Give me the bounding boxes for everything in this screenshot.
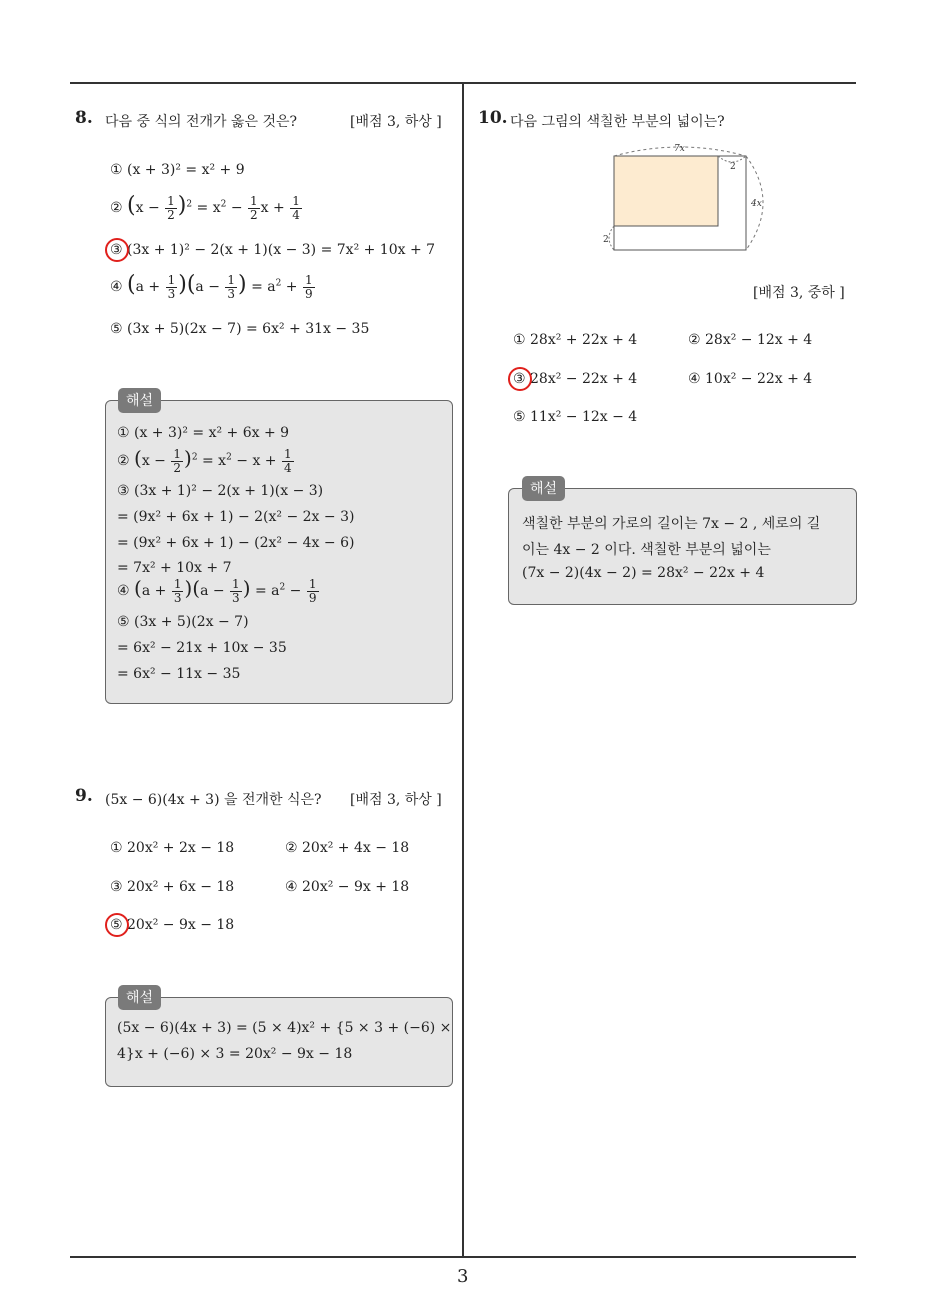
q8-solution-line-2-text: ② (x − $\frac{1}{2}$ )$^2 = x^2 - x$ + $\frac{1}{4}$ — [117, 446, 292, 475]
q8-solution-line-4: = (9x² + 6x + 1) − 2(x² − 2x − 3) — [117, 509, 355, 525]
q10-solution-line-3: (7x − 2)(4x − 2) = 28x² − 22x + 4 — [522, 565, 765, 581]
q10-choice-5[interactable]: ⑤ 11x² − 12x − 4 — [513, 409, 638, 425]
q9-solution-line-2: 4}x + (−6) × 3 = 20x² − 9x − 18 — [117, 1046, 353, 1062]
q9-choice-1[interactable]: ① 20x² + 2x − 18 — [110, 840, 235, 856]
q10-label-side: 4x — [751, 199, 762, 209]
q10-choice-2[interactable]: ② 28x² − 12x + 4 — [688, 332, 813, 348]
q8-solution-tag: 해설 — [118, 388, 161, 413]
q8-question-text: 다음 중 식의 전개가 옳은 것은? — [105, 114, 298, 130]
q8-choice-4-marker: ④ — [110, 279, 123, 295]
q10-choice-3[interactable]: ③ 28x² − 22x + 4 — [513, 371, 638, 387]
column-divider — [462, 82, 464, 1257]
q10-shaded-region — [614, 156, 718, 226]
q8-solution-line-8: ⑤ (3x + 5)(2x − 7) — [117, 614, 249, 630]
q10-label-right-small: 2 — [730, 162, 736, 172]
q9-choice-3[interactable]: ③ 20x² + 6x − 18 — [110, 879, 235, 895]
q10-label-top: 7x — [674, 144, 685, 154]
q10-solution-line-2: 이는 4x − 2 이다. 색칠한 부분의 넓이는 — [522, 542, 771, 558]
q10-choice-1[interactable]: ① 28x² + 22x + 4 — [513, 332, 638, 348]
q8-score: [배점 3, 하상 ] — [350, 114, 442, 130]
q8-solution-line-10: = 6x² − 11x − 35 — [117, 666, 241, 682]
q8-solution-line-6: = 7x² + 10x + 7 — [117, 560, 232, 576]
q8-solution-line-3: ③ (3x + 1)² − 2(x + 1)(x − 3) — [117, 483, 324, 499]
q8-solution-line-2 — [117, 446, 295, 475]
q9-choice-2[interactable]: ② 20x² + 4x − 18 — [285, 840, 410, 856]
q10-rectangle-figure — [600, 142, 770, 257]
q10-choice-4[interactable]: ④ 10x² − 22x + 4 — [688, 371, 813, 387]
q10-solution-line-1: 색칠한 부분의 가로의 길이는 7x − 2 , 세로의 길 — [522, 516, 821, 532]
q8-choice-4[interactable] — [110, 272, 316, 301]
q8-solution-line-7-text: ④ (a + $\frac{1}{3}$ )(a − $\frac{1}{3}$ ) = $a^2$ − $\frac{1}{9}$ — [117, 576, 317, 605]
q10-number: 10. — [478, 108, 508, 128]
q9-answer-circle — [105, 913, 129, 937]
q8-choice-2-expression: (x − $\frac{1}{2}$ )$^2 = x^2$ − $\frac{1}{2}$ x + $\frac{1}{4}$ — [127, 193, 300, 222]
q10-answer-circle — [508, 367, 532, 391]
q10-solution-tag: 해설 — [522, 476, 565, 501]
q8-solution-line-7 — [117, 576, 320, 605]
q10-small-left-arc — [609, 226, 614, 250]
q8-number: 8. — [75, 108, 93, 128]
q9-choice-5[interactable]: ⑤ 20x² − 9x − 18 — [110, 917, 235, 933]
q9-question-text: (5x − 6)(4x + 3) 을 전개한 식은? — [105, 792, 322, 808]
q8-solution-line-1: ① (x + 3)² = x² + 6x + 9 — [117, 425, 290, 441]
q9-score: [배점 3, 하상 ] — [350, 792, 442, 808]
q8-choice-2-marker: ② — [110, 200, 123, 216]
q9-solution-box — [105, 997, 453, 1087]
q10-label-left-small: 2 — [603, 235, 609, 245]
q8-choice-4-expression: (a + $\frac{1}{3}$ )(a − $\frac{1}{3}$ ) = $a^2$ + $\frac{1}{9}$ — [127, 272, 313, 301]
q10-score: [배점 3, 중하 ] — [753, 285, 845, 301]
q9-number: 9. — [75, 786, 93, 806]
bottom-rule — [70, 1256, 856, 1258]
q9-solution-line-1: (5x − 6)(4x + 3) = (5 × 4)x² + {5 × 3 + (−6) × — [117, 1020, 452, 1036]
q8-solution-line-5: = (9x² + 6x + 1) − (2x² − 4x − 6) — [117, 535, 355, 551]
q10-question-text: 다음 그림의 색칠한 부분의 넓이는? — [510, 114, 725, 130]
q8-choice-5[interactable]: ⑤ (3x + 5)(2x − 7) = 6x² + 31x − 35 — [110, 321, 370, 337]
q8-solution-line-9: = 6x² − 21x + 10x − 35 — [117, 640, 287, 656]
q8-answer-circle — [105, 238, 129, 262]
q8-choice-2[interactable] — [110, 193, 303, 222]
page-number: 3 — [457, 1266, 469, 1287]
q9-choice-4[interactable]: ④ 20x² − 9x + 18 — [285, 879, 410, 895]
q8-choice-3[interactable]: ③ (3x + 1)² − 2(x + 1)(x − 3) = 7x² + 10x + 7 — [110, 242, 436, 258]
q8-choice-1[interactable]: ① (x + 3)² = x² + 9 — [110, 162, 245, 178]
q9-solution-tag: 해설 — [118, 985, 161, 1010]
